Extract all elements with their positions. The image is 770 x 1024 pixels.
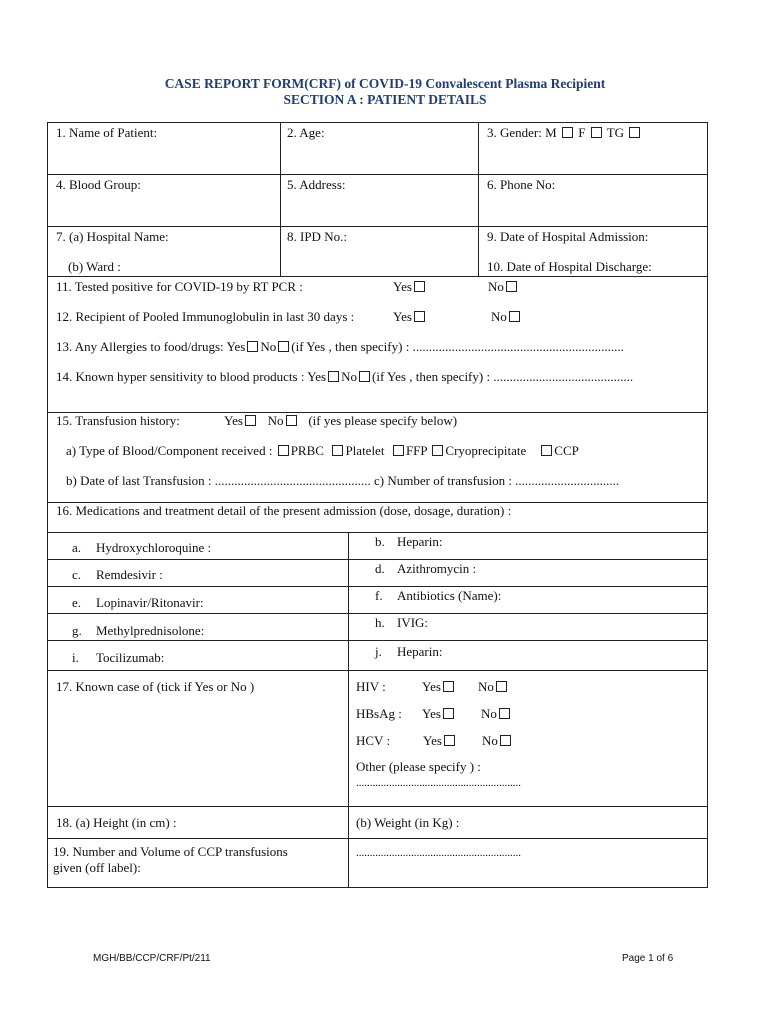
component-label: a) Type of Blood/Component received :: [66, 443, 273, 458]
med-right-4[interactable]: [348, 613, 708, 641]
cryo-label: Cryoprecipitate: [445, 443, 527, 458]
q15-note: (if yes please specify below): [308, 413, 458, 428]
med-letter: d.: [375, 561, 385, 576]
hcv-no-checkbox[interactable]: [500, 735, 511, 746]
med-right-1[interactable]: [348, 532, 708, 560]
med-letter: g.: [72, 623, 82, 638]
height-cell[interactable]: [47, 806, 349, 839]
blood-group-cell[interactable]: [47, 174, 281, 227]
yes-label: Yes: [423, 733, 442, 748]
q14-specify[interactable]: (if Yes , then specify) : ...........................................: [372, 369, 634, 384]
q11-yes: [393, 279, 427, 294]
med-left-5[interactable]: [47, 640, 349, 671]
yes-label: Yes: [393, 309, 412, 324]
other-label: Other (please specify ) :: [356, 759, 481, 774]
q15-label: 15. Transfusion history:: [56, 413, 180, 428]
ccp-label-cell: [47, 838, 349, 888]
weight-label: (b) Weight (in Kg) :: [356, 815, 460, 830]
hbsag-no-checkbox[interactable]: [499, 708, 510, 719]
platelet-checkbox[interactable]: [332, 445, 343, 456]
ccp-label: CCP: [554, 443, 579, 458]
med-letter: j.: [375, 644, 382, 659]
cryo-checkbox[interactable]: [432, 445, 443, 456]
age-cell[interactable]: [280, 122, 479, 175]
blood-group-label: 4. Blood Group:: [56, 177, 141, 192]
gender-field: [487, 125, 642, 140]
med-name: Antibiotics (Name):: [397, 588, 502, 603]
q14-label: 14. Known hyper sensitivity to blood products : Yes: [56, 369, 327, 384]
med-name: Remdesivir :: [96, 567, 163, 582]
yes-label: Yes: [422, 679, 441, 694]
q11-no-checkbox[interactable]: [506, 281, 517, 292]
prbc-label: PRBC: [290, 443, 324, 458]
q12-no-checkbox[interactable]: [509, 311, 520, 322]
med-letter: b.: [375, 534, 385, 549]
yes-label: Yes: [422, 706, 441, 721]
med-letter: f.: [375, 588, 383, 603]
hcv-label: HCV :: [356, 733, 391, 748]
q14-no-label: No: [341, 369, 358, 384]
hcv-no: [482, 733, 513, 748]
other-specify-field[interactable]: ............................................................: [356, 777, 521, 789]
platelet-label: Platelet: [345, 443, 385, 458]
med-left-3[interactable]: [47, 586, 349, 614]
q11-label: 11. Tested positive for COVID-19 by RT PCR :: [56, 279, 303, 294]
q12-label: 12. Recipient of Pooled Immunoglobulin in last 30 days :: [56, 309, 355, 324]
q13-specify[interactable]: (if Yes , then specify) : .................................................................: [291, 339, 624, 354]
ccp-value-field[interactable]: ............................................................: [356, 847, 521, 859]
gender-m-checkbox[interactable]: [562, 127, 573, 138]
med-name: Lopinavir/Ritonavir:: [96, 595, 204, 610]
hiv-yes-checkbox[interactable]: [443, 681, 454, 692]
q13-yes-checkbox[interactable]: [247, 341, 258, 352]
component-row: [66, 443, 579, 458]
hospital-cell[interactable]: [47, 226, 281, 277]
phone-cell[interactable]: [478, 174, 708, 227]
dates-cell[interactable]: [478, 226, 708, 277]
admission-date-label: 9. Date of Hospital Admission:: [487, 229, 649, 244]
q13-no-label: No: [260, 339, 277, 354]
no-label: No: [478, 679, 494, 694]
med-letter: a.: [72, 540, 82, 555]
q12-yes: [393, 309, 427, 324]
phone-label: 6. Phone No:: [487, 177, 556, 192]
hiv-no-checkbox[interactable]: [496, 681, 507, 692]
last-transfusion-row[interactable]: b) Date of last Transfusion : ................................................ c) Number of transfusion : ................................: [66, 473, 620, 488]
no-label: No: [488, 279, 504, 294]
prbc-checkbox[interactable]: [278, 445, 289, 456]
hiv-no: [478, 679, 509, 694]
address-label: 5. Address:: [287, 177, 346, 192]
med-letter: h.: [375, 615, 385, 630]
hiv-label: HIV :: [356, 679, 386, 694]
known-case-label: 17. Known case of (tick if Yes or No ): [56, 679, 255, 694]
ccp-label-line2: given (off label):: [53, 860, 141, 875]
no-label: No: [267, 413, 284, 428]
med-name: Hydroxychloroquine :: [96, 540, 212, 555]
document-code: MGH/BB/CCP/CRF/Pt/211: [93, 953, 211, 964]
address-cell[interactable]: [280, 174, 479, 227]
med-left-4[interactable]: [47, 613, 349, 641]
medications-header: 16. Medications and treatment detail of the present admission (dose, dosage, duration) :: [56, 503, 512, 518]
q12-no: [491, 309, 522, 324]
med-name: Heparin:: [397, 644, 443, 659]
yes-label: Yes: [393, 279, 412, 294]
medications-header-cell: [47, 502, 708, 533]
med-letter: e.: [72, 595, 82, 610]
form-title: CASE REPORT FORM(CRF) of COVID-19 Convalescent Plasma Recipient: [164, 76, 606, 91]
known-case-options-cell: [348, 670, 708, 807]
no-label: No: [481, 706, 497, 721]
ccp-value-cell[interactable]: [348, 838, 708, 888]
known-case-label-cell: [47, 670, 349, 807]
discharge-date-label: 10. Date of Hospital Discharge:: [487, 259, 652, 274]
ffp-label: FFP: [405, 443, 428, 458]
q12-yes-checkbox[interactable]: [414, 311, 425, 322]
hbsag-yes-checkbox[interactable]: [443, 708, 454, 719]
gender-tg-checkbox[interactable]: [629, 127, 640, 138]
no-label: No: [482, 733, 498, 748]
q11-no: [488, 279, 519, 294]
med-left-2[interactable]: [47, 559, 349, 587]
ccp-checkbox[interactable]: [541, 445, 552, 456]
hcv-yes: [423, 733, 457, 748]
age-label: 2. Age:: [287, 125, 325, 140]
ccp-label-line1: 19. Number and Volume of CCP transfusions: [53, 844, 288, 859]
gender-label: 3. Gender: M: [487, 125, 557, 140]
q14-yes-checkbox[interactable]: [328, 371, 339, 382]
hcv-yes-checkbox[interactable]: [444, 735, 455, 746]
med-letter: c.: [72, 567, 82, 582]
q11-yes-checkbox[interactable]: [414, 281, 425, 292]
q13-no-checkbox[interactable]: [278, 341, 289, 352]
hiv-yes: [422, 679, 456, 694]
questions-block: [47, 276, 708, 413]
ipd-cell[interactable]: [280, 226, 479, 277]
section-title: SECTION A : PATIENT DETAILS: [283, 92, 487, 107]
med-name: Azithromycin :: [397, 561, 477, 576]
hospital-name-label: 7. (a) Hospital Name:: [56, 229, 169, 244]
height-label: 18. (a) Height (in cm) :: [56, 815, 177, 830]
ffp-checkbox[interactable]: [393, 445, 404, 456]
q13-row: [56, 339, 624, 354]
transfusion-block: [47, 412, 708, 503]
page-number: Page 1 of 6: [622, 953, 674, 964]
q14-no-checkbox[interactable]: [359, 371, 370, 382]
med-letter: i.: [72, 650, 79, 665]
q14-row: [56, 369, 633, 384]
weight-cell[interactable]: [348, 806, 708, 839]
hbsag-label: HBsAg :: [356, 706, 402, 721]
gender-f-label: F: [578, 125, 586, 140]
med-name: Methylprednisolone:: [96, 623, 205, 638]
ward-label: (b) Ward :: [68, 259, 121, 274]
gender-f-checkbox[interactable]: [591, 127, 602, 138]
hbsag-yes: [422, 706, 456, 721]
ipd-label: 8. IPD No.:: [287, 229, 347, 244]
med-name: Tocilizumab:: [96, 650, 165, 665]
q15-no-checkbox[interactable]: [286, 415, 297, 426]
no-label: No: [491, 309, 507, 324]
q13-label: 13. Any Allergies to food/drugs: Yes: [56, 339, 246, 354]
med-right-2[interactable]: [348, 559, 708, 587]
gender-tg-label: TG: [606, 125, 625, 140]
hbsag-no: [481, 706, 512, 721]
med-right-5[interactable]: [348, 640, 708, 671]
med-right-3[interactable]: [348, 586, 708, 614]
q15-options: [224, 413, 457, 428]
med-name: IVIG:: [397, 615, 429, 630]
name-cell[interactable]: [47, 122, 281, 175]
med-name: Heparin:: [397, 534, 443, 549]
yes-label: Yes: [224, 413, 243, 428]
q15-yes-checkbox[interactable]: [245, 415, 256, 426]
gender-cell: [478, 122, 708, 175]
med-left-1[interactable]: [47, 532, 349, 560]
name-label: 1. Name of Patient:: [56, 125, 158, 140]
